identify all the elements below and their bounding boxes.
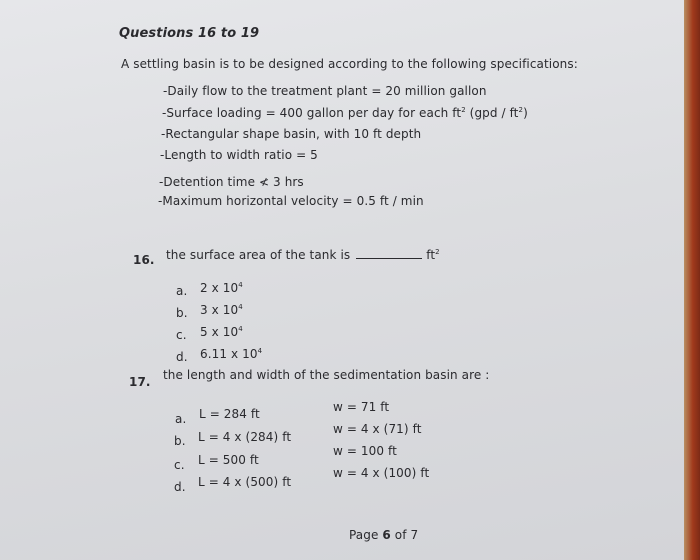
question-17-number: 17. — [129, 375, 151, 389]
q16-option-a-value — [200, 281, 243, 295]
question-16-unit-exp: 2 — [435, 248, 440, 256]
q16-option-d-letter: d. — [176, 350, 188, 364]
q16-option-d-base: 6.11 x 10 — [200, 347, 258, 361]
spec-loading-prefix: -Surface loading = 400 gallon per day for each ft — [162, 106, 462, 120]
q17-option-c-width: w = 100 ft — [333, 444, 397, 458]
q17-option-c-length: L = 500 ft — [198, 453, 259, 467]
page-number — [349, 528, 418, 542]
q17-option-c-letter: c. — [174, 458, 185, 472]
q17-option-d-length: L = 4 x (500) ft — [198, 475, 292, 489]
problem-intro: A settling basin is to be designed according to the following specifications: — [121, 57, 578, 71]
spec-velocity: -Maximum horizontal velocity = 0.5 ft / min — [158, 194, 424, 208]
q16-option-a-base: 2 x 10 — [200, 281, 239, 295]
q16-option-b-base: 3 x 10 — [200, 303, 239, 317]
page-of: of — [394, 528, 407, 542]
q17-option-b-length: L = 4 x (284) ft — [198, 430, 292, 444]
spec-loading-exp-1: 2 — [461, 106, 466, 114]
q16-option-a-exp: 4 — [238, 281, 243, 289]
q16-option-a-letter: a. — [176, 284, 188, 298]
question-16-unit: ft — [426, 248, 436, 262]
desk-edge — [684, 0, 700, 560]
q17-option-a-length: L = 284 ft — [199, 407, 260, 421]
q16-option-c-exp: 4 — [238, 325, 243, 333]
q16-option-b-exp: 4 — [238, 303, 243, 311]
question-16-text — [166, 248, 440, 262]
q16-option-c-letter: c. — [176, 328, 187, 342]
spec-loading-mid: (gpd / ft — [465, 106, 519, 120]
q16-option-b-letter: b. — [176, 306, 188, 320]
spec-loading-suffix: ) — [523, 106, 528, 120]
q17-option-d-letter: d. — [174, 480, 186, 494]
spec-daily-flow: -Daily flow to the treatment plant = 20 million gallon — [163, 84, 487, 98]
q16-option-d-value — [200, 347, 262, 361]
spec-ratio: -Length to width ratio = 5 — [160, 148, 318, 162]
q17-option-a-letter: a. — [175, 412, 187, 426]
q16-option-d-exp: 4 — [257, 347, 263, 355]
answer-blank — [356, 248, 422, 259]
spec-shape: -Rectangular shape basin, with 10 ft depth — [161, 127, 422, 141]
spec-loading-exp-2: 2 — [518, 106, 524, 114]
page-total: 7 — [410, 528, 419, 542]
question-17-text: the length and width of the sedimentation basin are : — [163, 368, 490, 382]
q17-option-a-width: w = 71 ft — [333, 400, 390, 414]
q17-option-d-width: w = 4 x (100) ft — [333, 466, 430, 480]
spec-detention: -Detention time ≮ 3 hrs — [159, 175, 304, 189]
q17-option-b-letter: b. — [174, 434, 186, 448]
question-16-prompt: the surface area of the tank is — [166, 248, 351, 262]
page-current: 6 — [382, 528, 391, 542]
q17-option-b-width: w = 4 x (71) ft — [333, 422, 422, 436]
q16-option-b-value — [200, 303, 243, 317]
section-title: Questions 16 to 19 — [119, 26, 260, 41]
q16-option-c-base: 5 x 10 — [200, 325, 239, 339]
spec-surface-loading — [162, 106, 528, 120]
page-label: Page — [349, 528, 379, 542]
q16-option-c-value — [200, 325, 243, 339]
question-16-number: 16. — [133, 253, 155, 267]
